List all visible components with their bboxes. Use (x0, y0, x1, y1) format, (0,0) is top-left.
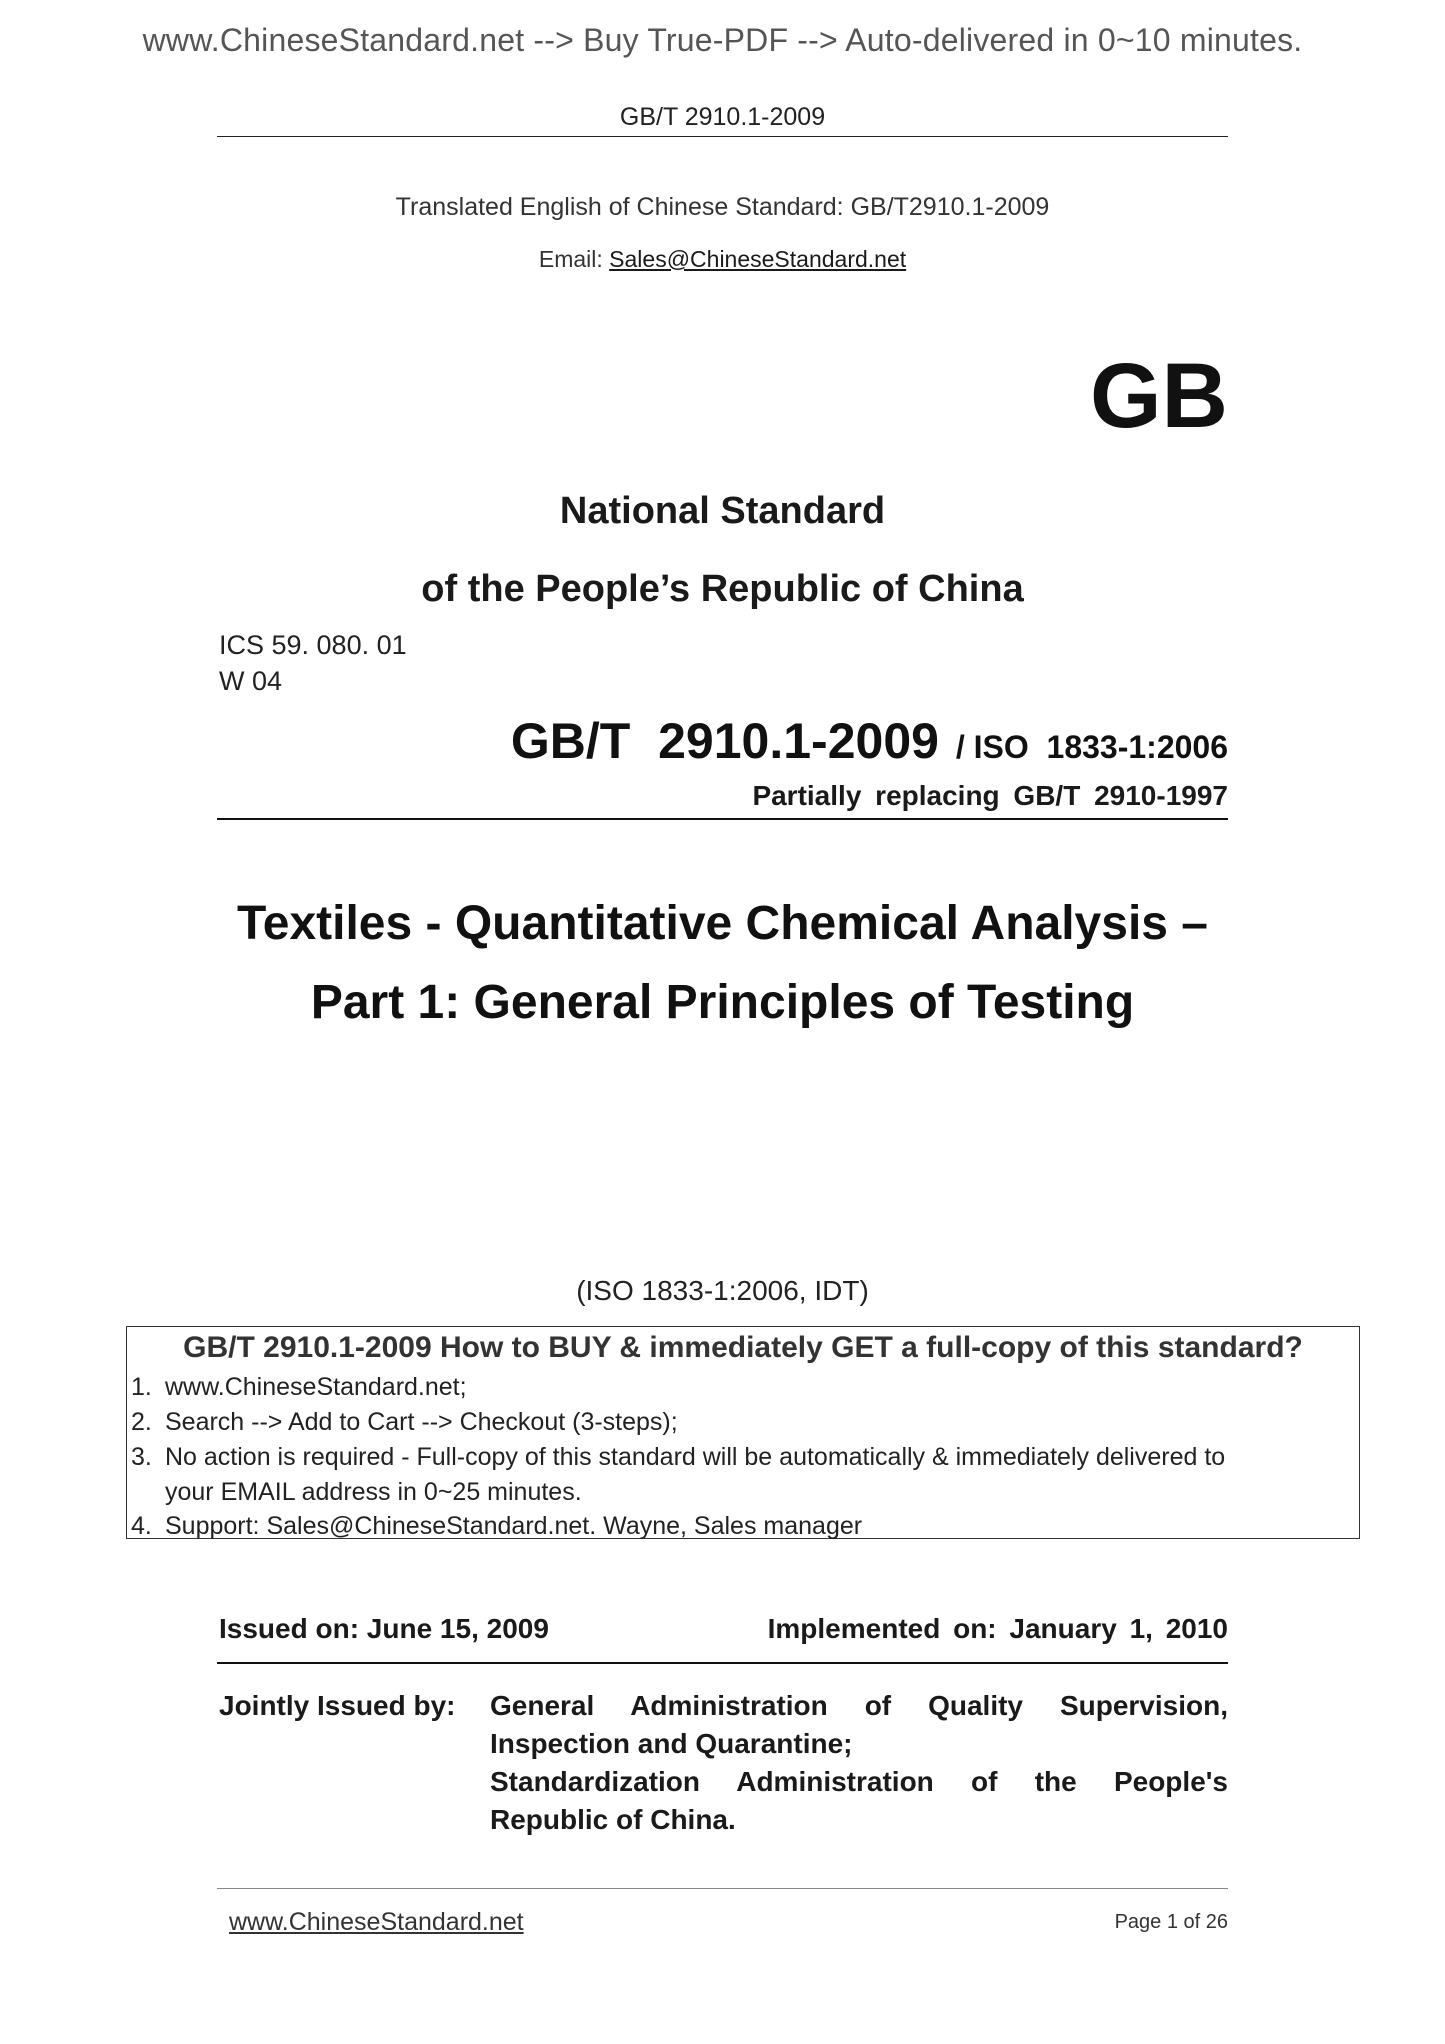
top-banner[interactable]: www.ChineseStandard.net --> Buy True-PDF --> Auto-delivered in 0~10 minutes. (142, 22, 1303, 58)
standard-number-separator: / (946, 729, 974, 765)
replacing-note: Partially replacing GB/T 2910-1997 (752, 780, 1228, 811)
buy-step-number: 4. (131, 1512, 152, 1540)
prc-heading: of the People’s Republic of China (421, 568, 1024, 610)
issuer-line-1: General Administration of Quality Supervision, (490, 1690, 1228, 1721)
page-number: Page 1 of 26 (1114, 1911, 1228, 1933)
buy-step-number: 1. (131, 1373, 152, 1401)
buy-step-4 (131, 1512, 862, 1541)
issuer-line-4: Republic of China. (490, 1804, 736, 1835)
issued-date: Issued on: June 15, 2009 (219, 1613, 549, 1644)
issuer-line-2: Inspection and Quarantine; (490, 1728, 853, 1759)
email-label: Email: (538, 246, 603, 272)
buy-step-text: Search --> Add to Cart --> Checkout (3-steps); (165, 1408, 678, 1436)
national-standard-heading: National Standard (559, 490, 886, 532)
translated-notice: Translated English of Chinese Standard: GB/T2910.1-2009 (395, 193, 1050, 221)
ccs-code: W 04 (219, 666, 283, 696)
document-title-line1: Textiles - Quantitative Chemical Analysis – (236, 897, 1208, 950)
buy-step-1[interactable] (131, 1373, 467, 1402)
standard-number-main: GB/T 2910.1-2009 (510, 713, 939, 769)
issuer-line-3: Standardization Administration of the People's (490, 1766, 1228, 1797)
footer-website-link[interactable]: www.ChineseStandard.net (229, 1908, 524, 1936)
footer-rule (217, 1888, 1228, 1889)
title-rule (217, 818, 1228, 820)
running-header-code: GB/T 2910.1-2009 (619, 103, 826, 131)
buy-step-text: No action is required - Full-copy of this standard will be automatically & immediately delivered to (165, 1443, 1226, 1471)
buy-instructions-box (126, 1326, 1360, 1539)
buy-box-title: GB/T 2910.1-2009 How to BUY & immediately GET a full-copy of this standard? (183, 1331, 1303, 1364)
buy-step-text: www.ChineseStandard.net; (165, 1373, 467, 1401)
standard-number (511, 712, 1228, 770)
buy-step-2 (131, 1408, 678, 1437)
issuer-block (490, 1687, 1228, 1839)
buy-step-number: 2. (131, 1408, 152, 1436)
buy-step-text: Support: Sales@ChineseStandard.net. Wayne, Sales manager (165, 1512, 863, 1540)
jointly-issued-label: Jointly Issued by: (219, 1690, 456, 1721)
buy-step-3 (131, 1443, 1225, 1472)
ics-code: ICS 59. 080. 01 (219, 630, 407, 660)
document-title-line2: Part 1: General Principles of Testing (310, 976, 1135, 1029)
gb-mark: GB (1090, 345, 1228, 447)
idt-note: (ISO 1833-1:2006, IDT) (576, 1275, 869, 1306)
email-link[interactable]: Sales@ChineseStandard.net (609, 246, 907, 272)
implemented-date: Implemented on: January 1, 2010 (767, 1613, 1228, 1644)
dates-rule (217, 1662, 1228, 1664)
header-rule (217, 136, 1228, 137)
iso-equivalent: ISO 1833-1:2006 (973, 729, 1228, 765)
email-line (0, 246, 1445, 273)
buy-step-3-continued: your EMAIL address in 0~25 minutes. (165, 1478, 582, 1506)
buy-step-number: 3. (131, 1443, 152, 1471)
